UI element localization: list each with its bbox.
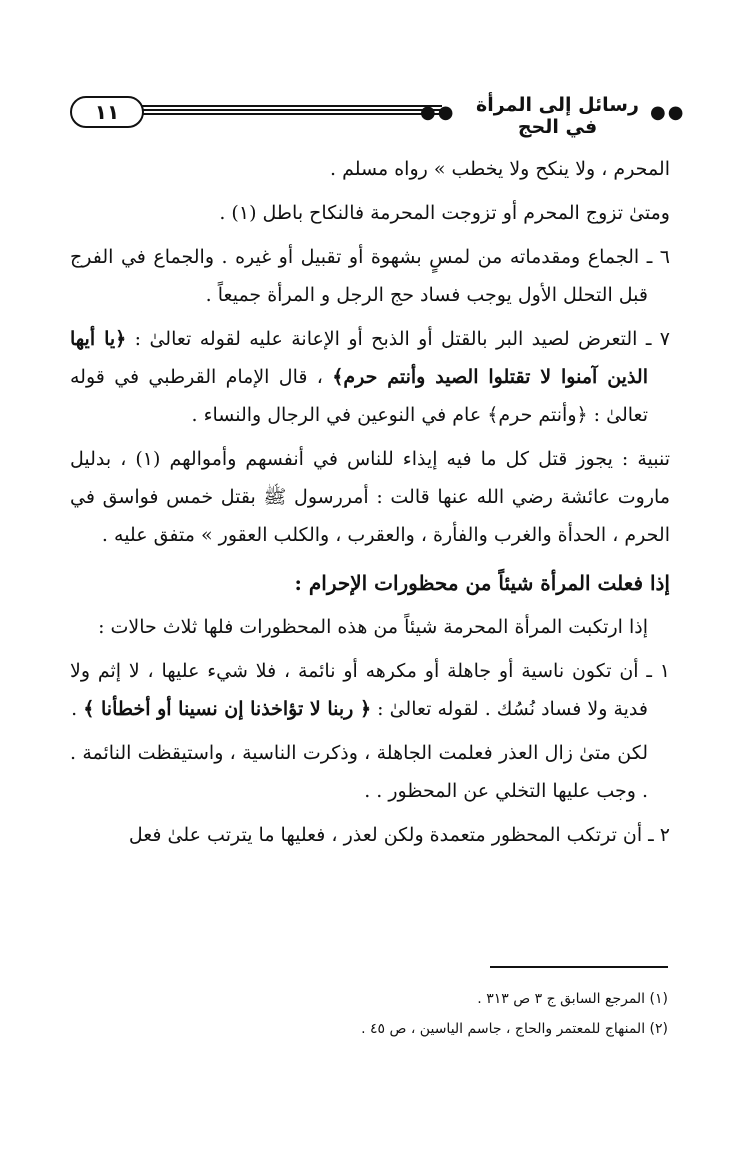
page-number: ١١ [70,96,144,128]
paragraph-6: إذا ارتكبت المرأة المحرمة شيئاً من هذه المحظورات فلها ثلاث حالات : [98,616,648,638]
footnote-2: (٢) المنهاج للمعتمر والحاج ، جاسم الياسين ، ص ٤٥ . [361,1021,668,1037]
footnote-1: (١) المرجع السابق ج ٣ ص ٣١٣ . [477,991,668,1007]
paragraph-4-suffix: عام في النوعين في الرجال والنساء . [191,404,488,426]
quran-verse: ﴿يا أيها الذين آمنوا لا تقتلوا الصيد وأنتم حرم﴾ [70,328,648,388]
paragraph-4-prefix: ٧ ـ التعرض لصيد البر بالقتل أو الذبح أو الإعانة عليه لقوله تعالىٰ : [126,328,670,350]
paragraph-2: ومتىٰ تزوج المحرم أو تزوجت المحرمة فالنكاح باطل (١) . [219,202,670,224]
paragraph-9: ٢ ـ أن ترتكب المحظور متعمدة ولكن لعذر ، فعليها ما يترتب علىٰ فعل [128,824,670,846]
header-dots-left: ●● [420,102,456,123]
header-rule [142,105,442,117]
paragraph-4 [70,320,670,434]
running-title: رسائل إلى المرأة في الحج [476,94,639,138]
header-dots-right: ●● [650,102,686,123]
body-text [70,150,670,860]
paragraph-1: المحرم ، ولا ينكح ولا يخطب » رواه مسلم . [330,158,670,180]
section-heading: إذا فعلت المرأة شيئاً من محظورات الإحرام : [294,571,670,595]
paragraph-5: تنبية : يجوز قتل كل ما فيه إيذاء للناس في أنفسهم وأموالهم (١) ، بدليل ماروت عائشة رضي الله عنها قالت : أمررسول ﷺ بقتل خمس فواسق في الحرم ، الحدأة والغرب والفأرة ، والعقرب ، والكلب العقور » متفق عليه . [70,448,671,546]
quran-verse-short: ﴿وأنتم حرم﴾ [487,404,588,426]
paragraph-3: ٦ ـ الجماع ومقدماته من لمسٍ بشهوة أو تقبيل أو غيره . والجماع في الفرج قبل التحلل الأول يوجب فساد حج الرجل و المرأة جميعاً . [70,246,670,306]
paragraph-7 [70,652,670,728]
page-header [60,92,690,138]
paragraph-4-middle: ، قال الإمام القرطبي في قوله تعالىٰ : [70,366,648,426]
footnotes [200,984,668,1044]
paragraph-8: لكن متىٰ زال العذر فعلمت الجاهلة ، وذكرت الناسية ، واستيقظت النائمة . . وجب عليها التخلي عن المحظور . . [70,742,648,802]
paragraph-7-suffix: . [71,698,84,720]
paragraph-7-prefix: ١ ـ أن تكون ناسية أو جاهلة أو مكرهه أو نائمة ، فلا شيء عليها ، لا إثم ولا فدية ولا فساد نُسُك . لقوله تعالىٰ : [70,660,670,720]
quran-verse-2: ﴿ ربنا لا تؤاخذنا إن نسينا أو أخطأنا ﴾ [83,698,372,720]
footnote-divider [490,966,668,968]
